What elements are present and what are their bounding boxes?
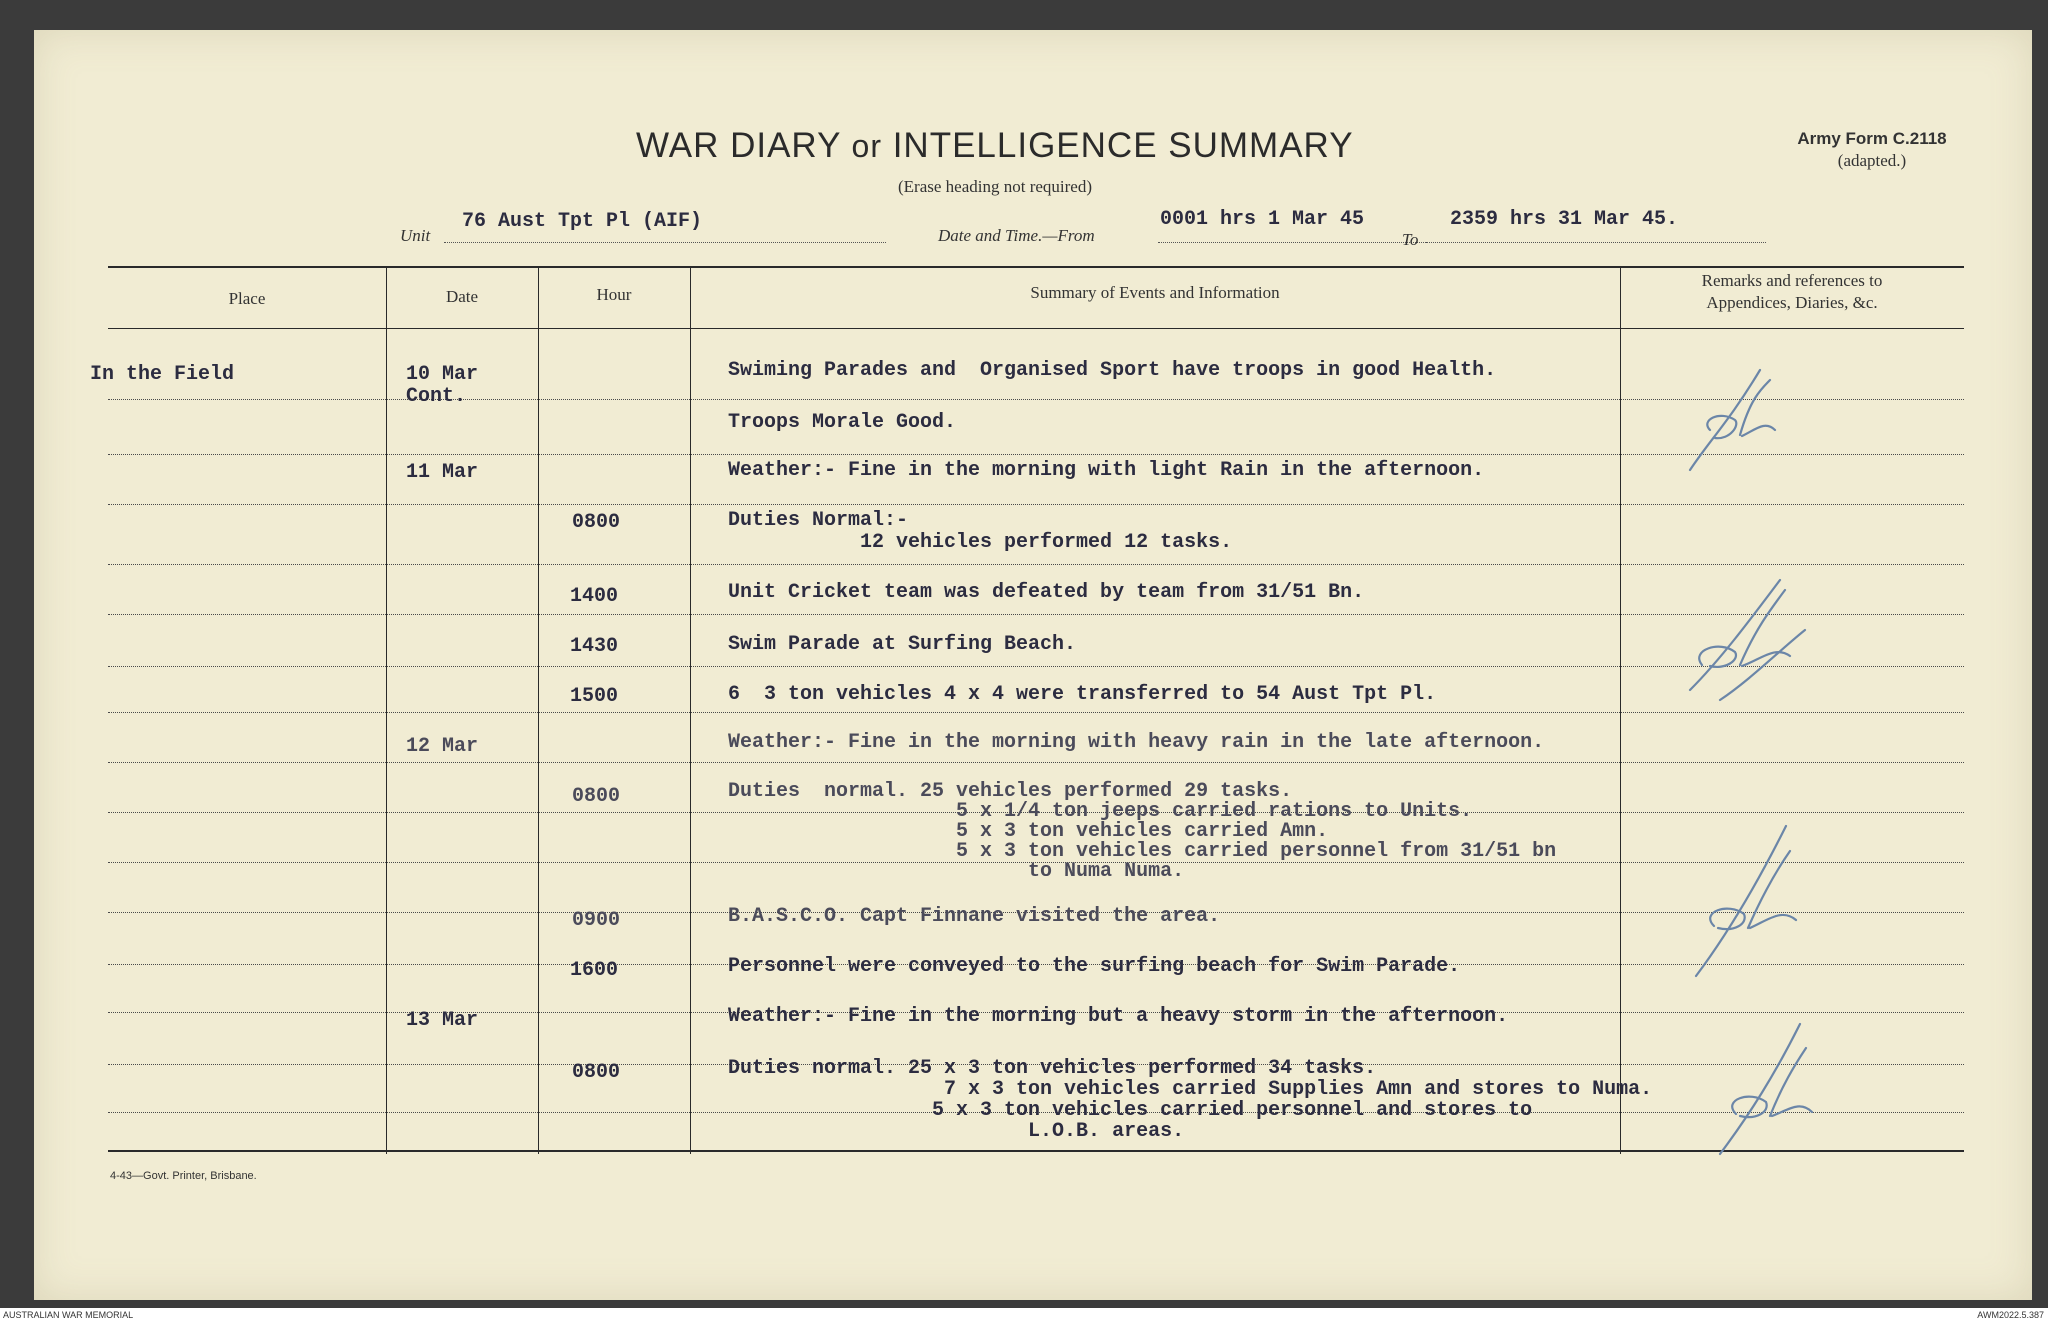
entry-summary: Swim Parade at Surfing Beach. [728, 633, 1077, 656]
date-time-label: Date and Time.—From [938, 226, 1095, 245]
entry-summary: Duties Normal:- 12 vehicles performed 12 tasks. [728, 509, 1233, 554]
col-header-remarks-line2: Appendices, Diaries, &c. [1706, 293, 1878, 312]
entry-hour: 1500 [570, 685, 619, 708]
title-or: or [851, 128, 882, 164]
army-form-number: Army Form C.2118 [1797, 129, 1947, 148]
form-subtitle: (Erase heading not required) [898, 177, 1092, 196]
entry-summary: Swiming Parades and Organised Sport have troops in good Health. [728, 359, 1497, 382]
entry-date: 11 Mar [406, 461, 479, 484]
row-separator [108, 504, 1964, 505]
title-intelligence-summary: INTELLIGENCE SUMMARY [892, 126, 1354, 165]
army-form-adapted: (adapted.) [1837, 151, 1907, 170]
col-header-remarks-line1: Remarks and references to [1701, 271, 1883, 290]
entry-summary: Weather:- Fine in the morning but a heavy storm in the afternoon. [728, 1005, 1509, 1028]
entry-date: 12 Mar [406, 735, 479, 758]
col-header-place: Place [228, 289, 266, 308]
entry-hour: 0900 [572, 909, 621, 932]
archive-reference: AWM2022.5.387 [1977, 1310, 2044, 1320]
to-underline [1426, 242, 1766, 243]
entry-summary: Duties normal. 25 x 3 ton vehicles performed 34 tasks. 7 x 3 ton vehicles carried Supplies Amn and stores to Numa. 5 x 3 ton vehicles carried personnel and stores to L.O.B. areas. [728, 1057, 1653, 1143]
entry-hour: 0800 [572, 511, 621, 534]
entry-summary: B.A.S.C.O. Capt Finnane visited the area. [728, 905, 1221, 928]
archive-name: AUSTRALIAN WAR MEMORIAL [3, 1310, 134, 1320]
unit-label: Unit [400, 226, 431, 245]
from-value: 0001 hrs 1 Mar 45 [1160, 208, 1365, 231]
initials-mark [1680, 360, 1790, 480]
entry-summary: Weather:- Fine in the morning with heavy rain in the late afternoon. [728, 731, 1545, 754]
entry-date: 13 Mar [406, 1009, 479, 1032]
from-underline [1158, 242, 1428, 243]
initials-mark [1710, 1014, 1820, 1164]
entry-hour: 1430 [570, 635, 619, 658]
entry-hour: 0800 [572, 785, 621, 808]
col-header-date: Date [445, 287, 479, 306]
row-separator [108, 564, 1964, 565]
entry-summary: Troops Morale Good. [728, 411, 957, 434]
to-value: 2359 hrs 31 Mar 45. [1450, 208, 1679, 231]
form-title [636, 126, 1354, 166]
entry-hour: 0800 [572, 1061, 621, 1084]
entry-summary: Weather:- Fine in the morning with light Rain in the afternoon. [728, 459, 1485, 482]
title-war-diary: WAR DIARY [636, 126, 841, 165]
entry-hour: 1400 [570, 585, 619, 608]
printer-imprint: 4-43—Govt. Printer, Brisbane. [110, 1170, 257, 1182]
entry-summary: 6 3 ton vehicles 4 x 4 were transferred to 54 Aust Tpt Pl. [728, 683, 1437, 706]
unit-value: 76 Aust Tpt Pl (AIF) [462, 210, 703, 233]
col-header-hour: Hour [596, 285, 632, 304]
to-label: To [1402, 230, 1419, 249]
initials-mark [1686, 816, 1806, 986]
entry-summary: Unit Cricket team was defeated by team from 31/51 Bn. [728, 581, 1365, 604]
unit-underline [444, 242, 886, 243]
initials-mark [1680, 570, 1810, 710]
row-separator [108, 762, 1964, 763]
entry-hour: 1600 [570, 959, 619, 982]
entry-summary: Personnel were conveyed to the surfing beach for Swim Parade. [728, 955, 1461, 978]
entry-summary: Duties normal. 25 vehicles performed 29 tasks. 5 x 1/4 ton jeeps carried rations to Units. 5 x 3 ton vehicles carried Amn. 5 x 3 ton vehicles carried personnel from 31/51 bn to Numa Numa. [728, 780, 1557, 883]
col-header-summary: Summary of Events and Information [1030, 283, 1280, 302]
row-separator [108, 712, 1964, 713]
archive-footer [0, 1308, 2048, 1322]
entry-date: 10 Mar Cont. [406, 363, 479, 408]
col-header-remarks [1620, 270, 1964, 314]
entry-place: In the Field [90, 363, 235, 386]
